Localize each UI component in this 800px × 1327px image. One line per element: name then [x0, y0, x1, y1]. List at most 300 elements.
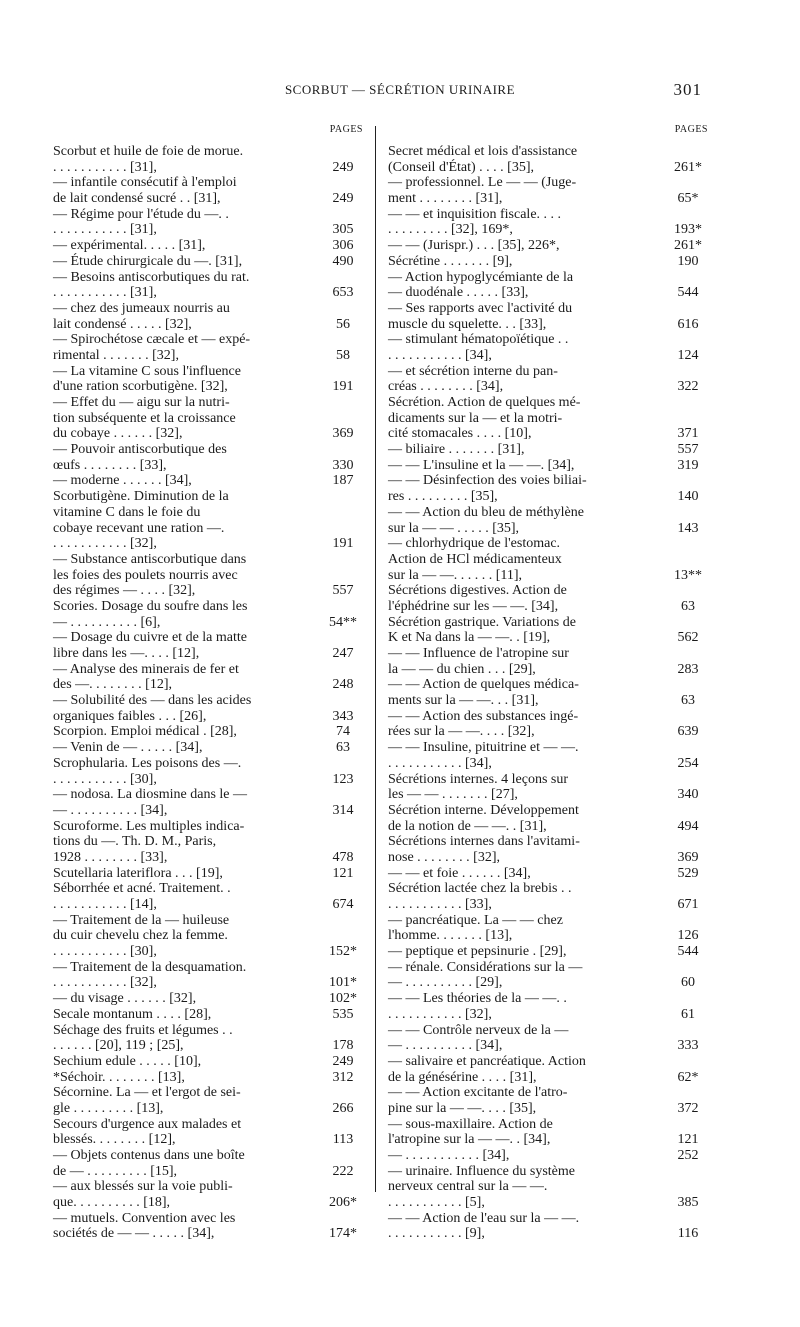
entry-page-number: 63	[681, 693, 695, 709]
entry-text: Secours d'urgence aux malades et	[53, 1116, 242, 1132]
entry-list	[53, 144, 363, 1242]
index-entry-line	[53, 458, 363, 474]
index-entry-line	[388, 426, 708, 442]
entry-text: — . . . . . . . . . . [34],	[388, 1038, 503, 1054]
entry-page-number: 478	[332, 849, 354, 865]
index-entry-line	[53, 473, 363, 489]
entry-text: nose . . . . . . . . [32],	[388, 849, 500, 865]
entry-text: — professionnel. Le — — (Juge-	[388, 175, 577, 191]
entry-text: Secale montanum . . . . [28],	[53, 1006, 212, 1022]
entry-page-number: 121	[677, 1132, 699, 1148]
page-number: 301	[673, 80, 702, 99]
entry-text: — Régime pour l'étude du —. .	[53, 206, 229, 222]
index-entry-line	[388, 175, 708, 191]
index-entry-line	[53, 662, 363, 678]
entry-text: K et Na dans la — —. . [19],	[388, 630, 551, 646]
entry-text: — Traitement de la desquamation.	[53, 959, 247, 975]
entry-page-number: 124	[677, 347, 699, 363]
index-entry-line	[388, 724, 708, 740]
index-entry-line	[388, 301, 708, 317]
index-entry-line	[388, 254, 708, 270]
entry-text: — — Action excitante de l'atro-	[388, 1085, 568, 1101]
entry-text: Sécrétion gastrique. Variations de	[388, 614, 576, 630]
entry-text: Scuroforme. Les multiples indica-	[53, 818, 245, 834]
index-entry-line	[53, 379, 363, 395]
index-entry-line	[53, 1179, 363, 1195]
entry-page-number: 369	[677, 849, 699, 865]
entry-page-number: 222	[332, 1163, 354, 1179]
entry-page-number: 639	[677, 724, 699, 740]
index-entry-line	[388, 317, 708, 333]
entry-page-number: 314	[332, 802, 354, 818]
entry-text: . . . . . . . . . . . [31],	[53, 285, 157, 301]
entry-page-number: 529	[677, 865, 699, 881]
index-entry-line	[53, 536, 363, 552]
index-entry-line	[53, 599, 363, 615]
entry-text: vitamine C dans le foie du	[53, 504, 201, 520]
index-entry-line	[53, 850, 363, 866]
entry-text: — stimulant hématopoïétique . .	[388, 332, 569, 348]
entry-page-number: 544	[677, 944, 699, 960]
entry-text: *Séchoir. . . . . . . . [13],	[53, 1069, 185, 1085]
entry-text: — Étude chirurgicale du —. [31],	[53, 253, 243, 269]
index-entry-line	[388, 630, 708, 646]
column-divider	[375, 126, 376, 1192]
index-entry-line	[388, 819, 708, 835]
entry-text: — — Action de quelques médica-	[388, 677, 579, 693]
index-entry-line	[388, 646, 708, 662]
entry-text: Scorbut et huile de foie de morue.	[53, 144, 244, 159]
index-entry-line	[53, 677, 363, 693]
entry-page-number: 249	[332, 159, 354, 175]
index-entry-line	[53, 207, 363, 223]
index-entry-line	[388, 144, 708, 160]
index-entry-line	[53, 1007, 363, 1023]
entry-text: — pancréatique. La — — chez	[388, 912, 563, 928]
index-entry-line	[53, 254, 363, 270]
page-header	[0, 80, 800, 104]
index-entry-line	[388, 1148, 708, 1164]
entry-text: . . . . . . . . . . . [34],	[388, 347, 492, 363]
index-entry-line	[53, 395, 363, 411]
index-entry-line	[388, 615, 708, 631]
index-entry-line	[53, 772, 363, 788]
entry-page-number: 343	[332, 708, 354, 724]
entry-page-number: 340	[677, 787, 699, 803]
entry-text: Sécrétine . . . . . . . [9],	[388, 253, 513, 269]
entry-page-number: 65*	[677, 191, 699, 207]
entry-page-number: 306	[332, 238, 354, 254]
entry-text: — — Désinfection des voies biliai-	[388, 473, 587, 489]
index-entry-line	[388, 473, 708, 489]
index-entry-line	[53, 630, 363, 646]
entry-page-number: 254	[677, 755, 699, 771]
index-entry-line	[388, 960, 708, 976]
entry-text: . . . . . . . . . . . [32],	[53, 975, 157, 991]
index-entry-line	[53, 1038, 363, 1054]
entry-page-number: 494	[677, 818, 699, 834]
index-entry-line	[388, 991, 708, 1007]
entry-text: — salivaire et pancréatique. Action	[388, 1053, 586, 1069]
index-entry-line	[53, 960, 363, 976]
entry-text: — — Influence de l'atropine sur	[388, 646, 569, 661]
index-entry-line	[53, 787, 363, 803]
entry-page-number: 333	[677, 1038, 699, 1054]
entry-page-number: 305	[332, 222, 354, 238]
index-entry-line	[388, 803, 708, 819]
index-entry-line	[388, 787, 708, 803]
entry-text: — — et foie . . . . . . [34],	[388, 865, 531, 881]
entry-text: Scutellaria lateriflora . . . [19],	[53, 865, 223, 881]
entry-page-number: 126	[677, 928, 699, 944]
index-entry-line	[388, 599, 708, 615]
index-entry-line	[388, 1195, 708, 1211]
running-title: SCORBUT — SÉCRÉTION URINAIRE	[284, 82, 516, 97]
entry-text: — — et inquisition fiscale. . . .	[388, 206, 562, 222]
index-entry-line	[388, 740, 708, 756]
index-entry-line	[388, 395, 708, 411]
entry-page-number: 58	[336, 347, 350, 363]
entry-text: — Dosage du cuivre et de la matte	[53, 630, 247, 646]
index-entry-line	[388, 1070, 708, 1086]
entry-page-number: 13**	[674, 567, 702, 583]
index-entry-line	[388, 662, 708, 678]
entry-page-number: 252	[677, 1148, 699, 1163]
entry-text: . . . . . . . . . . . [32],	[53, 536, 157, 552]
index-entry-line	[53, 583, 363, 599]
index-entry-line	[388, 928, 708, 944]
entry-text: . . . . . . . . . . . [30],	[53, 944, 157, 960]
index-entry-line	[53, 426, 363, 442]
entry-text: libre dans les —. . . . [12],	[53, 646, 200, 661]
index-entry-line	[388, 709, 708, 725]
index-entry-line	[53, 442, 363, 458]
entry-page-number: 616	[677, 316, 699, 332]
entry-text: que. . . . . . . . . . [18],	[53, 1195, 171, 1211]
index-entry-line	[388, 866, 708, 882]
entry-text: tion subséquente et la croissance	[53, 410, 236, 426]
entry-page-number: 330	[332, 457, 354, 473]
entry-text: — expérimental. . . . . [31],	[53, 238, 206, 254]
entry-text: — Action hypoglycémiante de la	[388, 269, 574, 285]
index-entry-line	[53, 521, 363, 537]
entry-page-number: 557	[677, 442, 699, 458]
entry-page-number: 74	[336, 724, 350, 740]
index-entry-line	[388, 458, 708, 474]
entry-page-number: 369	[332, 426, 354, 442]
index-entry-line	[388, 222, 708, 238]
entry-text: . . . . . . . . . . . [9],	[388, 1226, 485, 1242]
index-entry-line	[388, 364, 708, 380]
index-entry-line	[388, 975, 708, 991]
entry-text: de — . . . . . . . . . [15],	[53, 1163, 178, 1179]
entry-page-number: 187	[332, 473, 354, 489]
entry-page-number: 266	[332, 1100, 354, 1116]
index-entry-line	[53, 897, 363, 913]
entry-text: — Effet du — aigu sur la nutri-	[53, 395, 230, 410]
entry-text: Séchage des fruits et légumes . .	[53, 1022, 233, 1038]
entry-text: Secret médical et lois d'assistance	[388, 144, 578, 159]
index-entry-line	[388, 1226, 708, 1242]
index-entry-line	[388, 1164, 708, 1180]
entry-text: — Objets contenus dans une boîte	[53, 1148, 245, 1163]
entry-text: Sécrétions internes. 4 leçons sur	[388, 771, 569, 787]
index-entry-line	[53, 160, 363, 176]
entry-page-number: 247	[332, 646, 354, 661]
entry-text: — — (Jurispr.) . . . [35], 226*,	[388, 238, 560, 254]
index-entry-line	[53, 615, 363, 631]
entry-page-number: 261*	[674, 159, 702, 175]
entry-page-number: 206*	[329, 1195, 357, 1211]
index-entry-line	[53, 866, 363, 882]
entry-page-number: 544	[677, 285, 699, 301]
index-entry-line	[53, 991, 363, 1007]
entry-page-number: 248	[332, 677, 354, 693]
entry-text: de la notion de — —. . [31],	[388, 818, 547, 834]
entry-text: l'atropine sur la — —. . [34],	[388, 1132, 551, 1148]
index-entry-line	[53, 1132, 363, 1148]
entry-text: — Analyse des minerais de fer et	[53, 661, 239, 677]
index-entry-line	[388, 1023, 708, 1039]
entry-text: de la génésérine . . . . [31],	[388, 1069, 537, 1085]
entry-text: . . . . . . . . . . . [33],	[388, 897, 492, 912]
index-entry-line	[53, 819, 363, 835]
index-entry-line	[388, 1211, 708, 1227]
entry-text: — — Contrôle nerveux de la —	[388, 1022, 569, 1038]
entry-text: pine sur la — —. . . . [35],	[388, 1100, 537, 1116]
entry-text: . . . . . . . . . . . [34],	[388, 755, 492, 771]
entry-text: (Conseil d'État) . . . . [35],	[388, 159, 534, 175]
index-entry-line	[388, 238, 708, 254]
index-entry-line	[53, 332, 363, 348]
entry-text: — moderne . . . . . . [34],	[53, 473, 192, 489]
index-entry-line	[388, 1101, 708, 1117]
index-entry-line	[53, 1101, 363, 1117]
index-entry-line	[388, 772, 708, 788]
entry-text: les foies des poulets nourris avec	[53, 567, 238, 583]
pages-column-label: PAGES	[329, 124, 363, 135]
index-entry-line	[388, 881, 708, 897]
entry-text: rées sur la — —. . . . [32],	[388, 724, 535, 740]
entry-text: les — — . . . . . . . [27],	[388, 787, 518, 803]
entry-text: — sous-maxillaire. Action de	[388, 1116, 553, 1132]
entry-text: muscle du squelette. . . [33],	[388, 316, 547, 332]
index-entry-line	[388, 834, 708, 850]
index-entry-line	[53, 1211, 363, 1227]
index-entry-line	[388, 379, 708, 395]
entry-text: Sécrétions digestives. Action de	[388, 583, 567, 599]
index-entry-line	[388, 1179, 708, 1195]
entry-text: créas . . . . . . . . [34],	[388, 379, 504, 395]
entry-text: — Besoins antiscorbutiques du rat.	[53, 269, 250, 285]
index-entry-line	[388, 1007, 708, 1023]
index-entry-line	[388, 505, 708, 521]
entry-text: — du visage . . . . . . [32],	[53, 991, 197, 1007]
index-entry-line	[53, 348, 363, 364]
entry-text: — Substance antiscorbutique dans	[53, 551, 247, 567]
index-entry-line	[53, 489, 363, 505]
entry-text: — La vitamine C sous l'influence	[53, 363, 241, 379]
entry-text: — — Action des substances ingé-	[388, 708, 579, 724]
index-entry-line	[388, 1054, 708, 1070]
entry-text: blessés. . . . . . . . [12],	[53, 1132, 176, 1148]
index-entry-line	[53, 364, 363, 380]
index-entry-line	[388, 285, 708, 301]
entry-text: organiques faibles . . . [26],	[53, 708, 207, 724]
entry-text: — — Action du bleu de méthylène	[388, 504, 584, 520]
entry-text: . . . . . . . . . . . [30],	[53, 771, 157, 787]
entry-text: Sechium edule . . . . . [10],	[53, 1053, 202, 1069]
entry-text: . . . . . . . . . . . [31],	[53, 159, 157, 175]
entry-page-number: 191	[332, 379, 354, 395]
index-entry-line	[388, 332, 708, 348]
entry-text: d'une ration scorbutigène. [32],	[53, 379, 228, 395]
entry-page-number: 261*	[674, 238, 702, 254]
index-entry-line	[53, 756, 363, 772]
index-entry-line	[53, 834, 363, 850]
entry-text: Sécrétion lactée chez la brebis . .	[388, 881, 572, 897]
entry-text: . . . . . . . . . . . [14],	[53, 897, 157, 912]
entry-page-number: 490	[332, 253, 354, 269]
entry-page-number: 190	[677, 253, 699, 269]
entry-page-number: 174*	[329, 1226, 357, 1242]
entry-text: l'éphédrine sur les — —. [34],	[388, 598, 559, 614]
index-entry-line	[53, 1023, 363, 1039]
entry-page-number: 249	[332, 1053, 354, 1069]
entry-text: lait condensé . . . . . [32],	[53, 316, 192, 332]
entry-text: — . . . . . . . . . . [6],	[53, 614, 161, 630]
index-entry-line	[388, 552, 708, 568]
entry-page-number: 535	[332, 1006, 354, 1022]
entry-page-number: 371	[677, 426, 699, 442]
entry-text: sur la — —. . . . . . [11],	[388, 567, 523, 583]
entry-page-number: 193*	[674, 222, 702, 238]
entry-text: . . . . . . . . . [32], 169*,	[388, 222, 513, 238]
entry-text: — Spirochétose cæcale et — expé-	[53, 332, 251, 348]
entry-text: — . . . . . . . . . . . [34],	[388, 1148, 510, 1163]
entry-text: — peptique et pepsinurie . [29],	[388, 944, 567, 960]
index-entry-line	[388, 348, 708, 364]
entry-text: Action de HCl médicamenteux	[388, 551, 562, 567]
entry-text: cité stomacales . . . . [10],	[388, 426, 532, 442]
entry-page-number: 249	[332, 191, 354, 207]
entry-text: Séborrhée et acné. Traitement. .	[53, 881, 231, 897]
entry-page-number: 322	[677, 379, 699, 395]
entry-text: — Ses rapports avec l'activité du	[388, 300, 573, 316]
entry-text: . . . . . . . . . . . [5],	[388, 1195, 485, 1211]
entry-text: Scories. Dosage du soufre dans les	[53, 598, 248, 614]
entry-text: des —. . . . . . . . [12],	[53, 677, 172, 693]
index-entry-line	[388, 677, 708, 693]
entry-text: gle . . . . . . . . . [13],	[53, 1100, 164, 1116]
index-entry-line	[53, 1164, 363, 1180]
index-entry-line	[388, 207, 708, 223]
entry-text: res . . . . . . . . . [35],	[388, 489, 498, 505]
entry-text: œufs . . . . . . . . [33],	[53, 457, 167, 473]
index-entry-line	[53, 1195, 363, 1211]
entry-text: . . . . . . [20], 119 ; [25],	[53, 1038, 184, 1054]
index-entry-line	[53, 928, 363, 944]
entry-text: Scorbutigène. Diminution de la	[53, 489, 229, 505]
index-entry-line	[53, 1070, 363, 1086]
entry-text: Scorpion. Emploi médical . [28],	[53, 724, 237, 740]
entry-text: — — Insuline, pituitrine et — —.	[388, 740, 579, 756]
index-entry-line	[53, 222, 363, 238]
index-entry-line	[53, 270, 363, 286]
index-entry-line	[388, 1085, 708, 1101]
index-entry-line	[53, 709, 363, 725]
entry-text: nerveux central sur la — —.	[388, 1179, 548, 1195]
entry-text: — Solubilité des — dans les acides	[53, 693, 252, 709]
entry-text: — aux blessés sur la voie publi-	[53, 1179, 233, 1195]
index-entry-line	[53, 175, 363, 191]
entry-text: — mutuels. Convention avec les	[53, 1210, 236, 1226]
index-entry-line	[388, 850, 708, 866]
entry-text: — . . . . . . . . . . [34],	[53, 802, 168, 818]
entry-page-number: 56	[336, 316, 350, 332]
entry-page-number: 671	[677, 897, 699, 912]
entry-text: — Pouvoir antiscorbutique des	[53, 442, 227, 458]
entry-text: rimental . . . . . . . [32],	[53, 347, 179, 363]
entry-page-number: 312	[332, 1069, 354, 1085]
index-entry-line	[53, 568, 363, 584]
index-entry-line	[388, 521, 708, 537]
entry-text: des régimes — . . . . [32],	[53, 583, 196, 599]
entry-text: cobaye recevant une ration —.	[53, 520, 225, 536]
entry-page-number: 178	[332, 1038, 354, 1054]
entry-page-number: 61	[681, 1006, 695, 1022]
entry-page-number: 557	[332, 583, 354, 599]
index-entry-line	[388, 1117, 708, 1133]
index-entry-line	[53, 505, 363, 521]
entry-text: 1928 . . . . . . . . [33],	[53, 849, 168, 865]
index-entry-line	[53, 301, 363, 317]
entry-page-number: 60	[681, 975, 695, 991]
index-entry-line	[53, 693, 363, 709]
index-entry-line	[53, 740, 363, 756]
index-entry-line	[53, 1117, 363, 1133]
entry-text: — nodosa. La diosmine dans le —	[53, 787, 248, 803]
entry-page-number: 152*	[329, 944, 357, 960]
index-entry-line	[388, 270, 708, 286]
index-entry-line	[388, 944, 708, 960]
entry-page-number: 674	[332, 897, 354, 912]
index-entry-line	[53, 1226, 363, 1242]
entry-text: — — Les théories de la — —. .	[388, 991, 567, 1007]
entry-text: — Venin de — . . . . . [34],	[53, 740, 203, 756]
entry-page-number: 63	[336, 740, 350, 756]
entry-text: . . . . . . . . . . . [31],	[53, 222, 157, 238]
entry-page-number: 121	[332, 865, 354, 881]
entry-page-number: 143	[677, 520, 699, 536]
index-entry-line	[53, 803, 363, 819]
entry-text: sur la — — . . . . . [35],	[388, 520, 520, 536]
index-entry-line	[53, 646, 363, 662]
index-entry-line	[53, 1054, 363, 1070]
entry-text: — duodénale . . . . . [33],	[388, 285, 529, 301]
index-entry-line	[53, 913, 363, 929]
index-entry-line	[53, 975, 363, 991]
index-entry-line	[388, 693, 708, 709]
entry-page-number: 372	[677, 1100, 699, 1116]
index-entry-line	[53, 944, 363, 960]
entry-text: — . . . . . . . . . . [29],	[388, 975, 503, 991]
entry-text: — rénale. Considérations sur la —	[388, 959, 583, 975]
entry-text: ments sur la — —. . . [31],	[388, 693, 539, 709]
entry-text: Sécrétion. Action de quelques mé-	[388, 395, 581, 410]
entry-text: — biliaire . . . . . . . [31],	[388, 442, 525, 458]
index-entry-line	[53, 1085, 363, 1101]
